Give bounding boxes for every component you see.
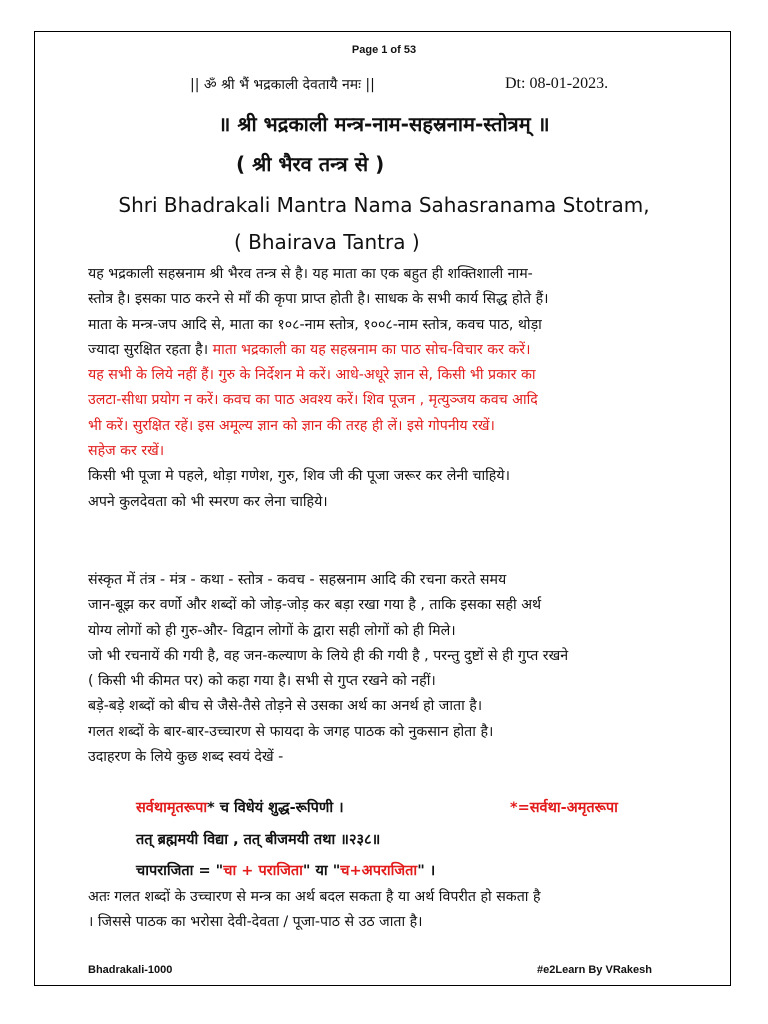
paragraph-line: ( किसी भी कीमत पर) को कहा गया है। सभी से गुप्त रखने को नहीं। [88, 673, 436, 690]
intro-line [88, 338, 698, 363]
warning-text: माता भद्रकाली का यह सहस्रनाम का पाठ सोच-विचार कर करें। [212, 341, 531, 358]
verse-highlight-word: सर्वथामृतरूपा [136, 800, 208, 816]
verse-text: " या " [302, 863, 341, 879]
hindi-title: ॥ श्री भद्रकाली मन्त्र-नाम-सहस्रनाम-स्तोत्रम् ॥ [218, 112, 550, 136]
verse-text: * च विधेयं शुद्ध-रूपिणी । [207, 800, 344, 816]
intro-line: किसी भी पूजा मे पहले, थोड़ा गणेश, गुरु, शिव जी की पूजा जरूर कर लेनी चाहिये। [88, 468, 510, 485]
document-date: Dt: 08-01-2023. [505, 75, 609, 92]
paragraph-line: जो भी रचनायें की गयी है, वह जन-कल्याण के लिये ही की गयी है , परन्तु दुष्टों से ही गुप्त रखने [88, 647, 569, 664]
verse-line-1 [136, 797, 344, 817]
verse-line-3 [136, 860, 435, 880]
hindi-subtitle: ( श्री भैरव तन्त्र से ) [236, 152, 385, 176]
intro-line: माता के मन्त्र-जप आदि से, माता का १०८-नाम स्तोत्र, १००८-नाम स्तोत्र, कवच पाठ, थोड़ा [88, 316, 542, 333]
verse-text: चापराजिता = " [136, 863, 224, 879]
warning-line: उलटा-सीधा प्रयोग न करें। कवच का पाठ अवश्य करें। शिव पूजन , मृत्युञ्जय कवच आदि [88, 392, 538, 409]
closing-paragraph [88, 885, 698, 936]
verse-text: " । [417, 863, 436, 879]
intro-line: स्तोत्र है। इसका पाठ करने से माँ की कृपा प्राप्त होती है। साधक के सभी कार्य सिद्ध होते हैं। [88, 291, 549, 308]
warning-line: भी करें। सुरक्षित रहें। इस अमूल्य ज्ञान को ज्ञान की तरह ही लें। इसे गोपनीय रखें। [88, 417, 495, 434]
english-title: Shri Bhadrakali Mantra Nama Sahasranama Stotram, [118, 193, 650, 217]
intro-line-black: ज्यादा सुरक्षित रहता है। [88, 341, 213, 358]
invocation-line: || ॐ श्री भैं भद्रकाली देवतायै नमः || [190, 77, 375, 93]
footer-author: #e2Learn By VRakesh [537, 964, 652, 976]
verse-footnote: *=सर्वथा-अमृतरूपा [510, 800, 618, 816]
english-subtitle: ( Bhairava Tantra ) [234, 230, 420, 254]
intro-paragraph [88, 262, 698, 515]
paragraph-line: उदाहरण के लिये कुछ शब्द स्वयं देखें - [88, 749, 284, 766]
paragraph-line: योग्य लोगों को ही गुरु-और- विद्वान लोगों के द्वारा सही लोगों को ही मिले। [88, 622, 456, 639]
warning-line: सहेज कर रखें। [88, 443, 165, 460]
sanskrit-composition-paragraph [88, 568, 698, 770]
footer-document-name: Bhadrakali-1000 [88, 964, 173, 976]
page-number: Page 1 of 53 [351, 44, 417, 56]
closing-line: । जिससे पाठक का भरोसा देवी-देवता / पूजा-पाठ से उठ जाता है। [88, 914, 423, 931]
verse-split-1: चा + पराजिता [223, 863, 303, 879]
paragraph-line: संस्कृत में तंत्र - मंत्र - कथा - स्तोत्र - कवच - सहस्रनाम आदि की रचना करते समय [88, 572, 507, 588]
verse-line-2: तत् ब्रह्ममयी विद्या , तत् बीजमयी तथा ॥२३८॥ [136, 832, 381, 848]
paragraph-line: गलत शब्दों के बार-बार-उच्चारण से फायदा के जगह पाठक को नुकसान होता है। [88, 723, 494, 740]
intro-line: अपने कुलदेवता को भी स्मरण कर लेना चाहिये। [88, 493, 328, 510]
intro-line: यह भद्रकाली सहस्रनाम श्री भैरव तन्त्र से है। यह माता का एक बहुत ही शक्तिशाली नाम- [88, 266, 533, 282]
paragraph-line: बड़े-बड़े शब्दों को बीच से जैसे-तैसे तोड़ने से उसका अर्थ का अनर्थ हो जाता है। [88, 698, 483, 715]
warning-line: यह सभी के लिये नहीं हैं। गुरु के निर्देशन मे करें। आधे-अधूरे ज्ञान से, किसी भी प्रकार का [88, 367, 536, 384]
verse-split-2: च+अपराजिता [340, 863, 418, 879]
closing-line: अतः गलत शब्दों के उच्चारण से मन्त्र का अर्थ बदल सकता है या अर्थ विपरीत हो सकता है [88, 889, 541, 905]
paragraph-line: जान-बूझ कर वर्णो और शब्दों को जोड़-जोड़ कर बड़ा रखा गया है , ताकि इसका सही अर्थ [88, 597, 542, 614]
